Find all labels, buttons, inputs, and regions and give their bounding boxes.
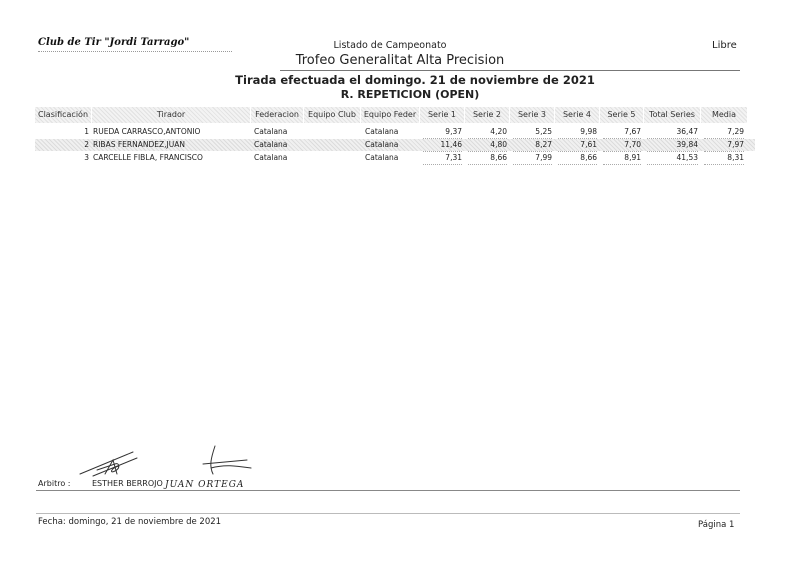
cell-clasificacion: 2 <box>84 140 89 149</box>
cell-clasificacion: 1 <box>84 127 89 136</box>
cell-federacion: Catalana <box>254 153 288 162</box>
col-equipo-club: Equipo Club <box>304 107 360 123</box>
cell-serie-3: 5,25 <box>513 126 552 139</box>
referee-name: ESTHER BERROJO <box>92 479 163 488</box>
cell-equipo-feder: Catalana <box>365 153 399 162</box>
cell-equipo-feder: Catalana <box>365 127 399 136</box>
club-name: Club de Tir "Jordi Tarrago" <box>38 37 190 48</box>
category-label: Libre <box>712 40 737 51</box>
col-serie-3: Serie 3 <box>510 107 554 123</box>
cell-serie-3: 7,99 <box>513 152 552 165</box>
cell-media: 7,29 <box>704 126 744 139</box>
col-clasificacion: Clasificación <box>35 107 91 123</box>
document-type: Listado de Campeonato <box>333 40 447 51</box>
discipline-title: R. REPETICION (OPEN) <box>340 88 480 101</box>
col-serie-2: Serie 2 <box>465 107 509 123</box>
cell-serie-4: 8,66 <box>558 152 597 165</box>
col-serie-1: Serie 1 <box>420 107 464 123</box>
cell-serie-4: 9,98 <box>558 126 597 139</box>
table-row <box>35 152 755 164</box>
competition-title: Trofeo Generalitat Alta Precision <box>295 53 505 68</box>
cell-serie-1: 7,31 <box>423 152 462 165</box>
cell-serie-5: 8,91 <box>603 152 641 165</box>
cell-federacion: Catalana <box>254 140 288 149</box>
cell-serie-1: 11,46 <box>423 139 462 152</box>
col-serie-5: Serie 5 <box>600 107 643 123</box>
cell-tirador: RUEDA CARRASCO,ANTONIO <box>93 127 201 136</box>
signature-divider <box>36 490 740 491</box>
cell-serie-4: 7,61 <box>558 139 597 152</box>
cell-serie-3: 8,27 <box>513 139 552 152</box>
cell-total-series: 41,53 <box>647 152 698 165</box>
cell-serie-2: 4,80 <box>468 139 507 152</box>
title-divider <box>280 70 740 71</box>
cell-media: 7,97 <box>704 139 744 152</box>
cell-total-series: 39,84 <box>647 139 698 152</box>
cell-federacion: Catalana <box>254 127 288 136</box>
table-row <box>35 139 755 151</box>
event-date-line: Tirada efectuada el domingo. 21 de noviembre de 2021 <box>235 73 595 87</box>
cell-serie-5: 7,70 <box>603 139 641 152</box>
cell-serie-1: 9,37 <box>423 126 462 139</box>
col-total-series: Total Series <box>644 107 700 123</box>
col-serie-4: Serie 4 <box>555 107 599 123</box>
print-date: Fecha: domingo, 21 de noviembre de 2021 <box>38 517 222 527</box>
cell-equipo-feder: Catalana <box>365 140 399 149</box>
club-underline <box>38 51 232 52</box>
cell-serie-2: 4,20 <box>468 126 507 139</box>
col-media: Media <box>701 107 747 123</box>
table-row <box>35 126 755 138</box>
referee-label: Arbitro : <box>38 479 71 488</box>
handwritten-signature: JUAN ORTEGA <box>165 480 245 490</box>
col-tirador: Tirador <box>92 107 250 123</box>
cell-total-series: 36,47 <box>647 126 698 139</box>
cell-serie-5: 7,67 <box>603 126 641 139</box>
table-header <box>35 107 755 123</box>
page-number: Página 1 <box>698 520 735 530</box>
cell-tirador: RIBAS FERNANDEZ,JUAN <box>93 140 185 149</box>
col-federacion: Federacion <box>251 107 303 123</box>
cell-tirador: CARCELLE FIBLA, FRANCISCO <box>93 153 203 162</box>
cell-serie-2: 8,66 <box>468 152 507 165</box>
cell-clasificacion: 3 <box>84 153 89 162</box>
col-equipo-feder: Equipo Feder <box>361 107 419 123</box>
cell-media: 8,31 <box>704 152 744 165</box>
footer-divider <box>36 513 740 514</box>
